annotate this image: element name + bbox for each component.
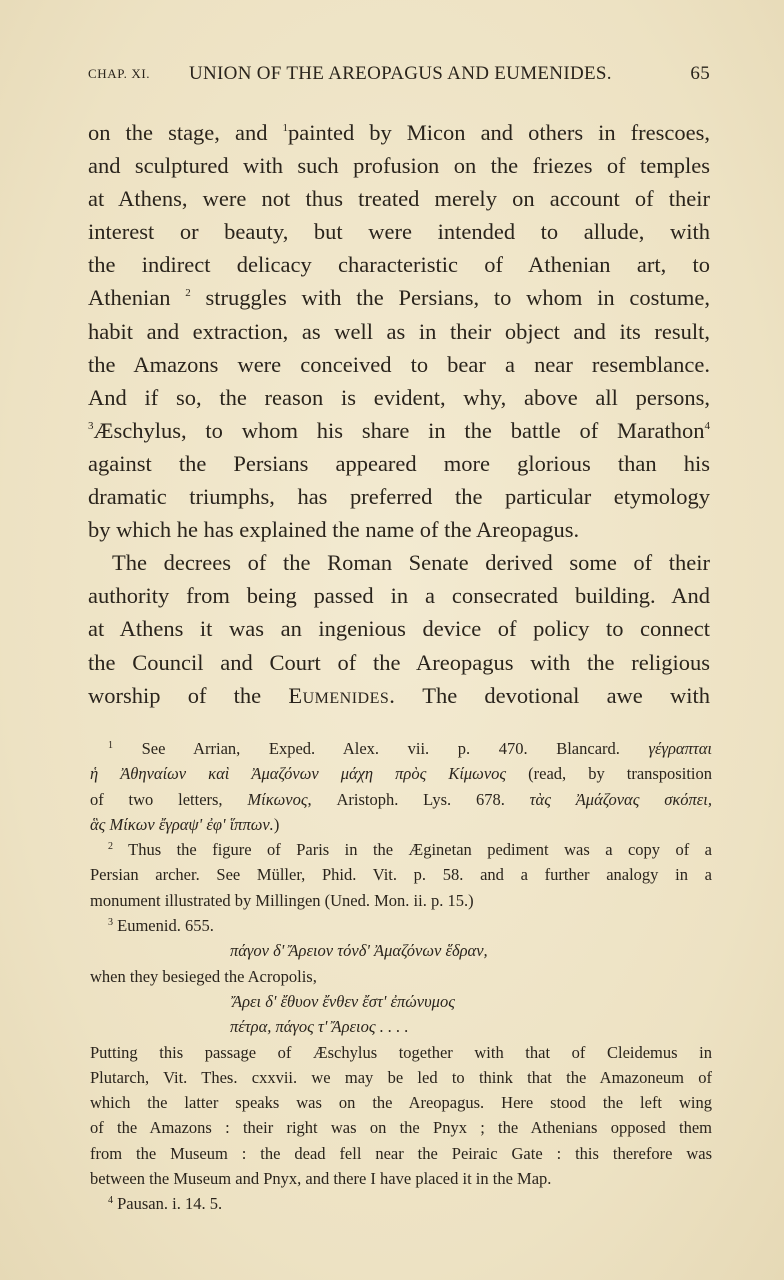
footnote-line: ἡ Ἀθηναίων καὶ Ἀμαζόνων μάχη πρὸς Κίμωνος (read, by transposition [90,764,712,784]
text-line: at Athens it was an ingenious device of policy to connect [88,616,710,642]
footnote-2: $^2$ Thus the figure of Paris in the Æginetan pediment was a copy of a [108,840,712,860]
footnote-number: 2 [108,841,113,853]
footnote-line: Persian archer. See Müller, Phid. Vit. p. 58. and a further analogy in a [90,865,712,885]
text-line: interest or beauty, but were intended to allude, with [88,219,710,245]
footnote-line: of the Amazons : their right was on the Pnyx ; the Athenians opposed them [90,1118,712,1138]
footnote-line: which the latter speaks was on the Areopagus. Here stood the left wing [90,1093,712,1113]
page-number: 65 [690,63,710,84]
footnote-3: $^3$ Eumenid. 655. [108,916,214,936]
running-head [88,63,710,89]
footnote-marker: 3 [88,419,94,432]
footnote-marker: 4 [704,419,710,432]
text-line: against the Persians appeared more glorious than his [88,450,710,476]
text-line: $^3$Æschylus, to whom his share in the battle of Marathon$^4$ [88,417,710,443]
small-caps-term: Eumenides. [288,682,396,708]
main-text [88,116,710,712]
text-line: the Amazons were conceived to bear a near resemblance. [88,351,710,377]
footnote-line: when they besieged the Acropolis, [90,966,317,986]
footnote-line: Putting this passage of Æschylus together with that of Cleidemus in [90,1042,712,1062]
footnote-line: Plutarch, Vit. Thes. cxxvii. we may be led to think that the Amazoneum of [90,1067,712,1087]
footnote-line: between the Museum and Pnyx, and there I have placed it in the Map. [90,1169,552,1189]
footnote-marker: 2 [185,287,191,300]
footnote-line: monument illustrated by Millingen (Uned. Mon. ii. p. 15.) [90,890,474,910]
footnote-marker: 1 [282,122,288,134]
paragraph-start: The decrees of the Roman Senate derived some of their [112,550,710,576]
text-line: by which he has explained the name of the Areopagus. [88,517,580,543]
running-title: UNION OF THE AREOPAGUS AND EUMENIDES. [189,63,612,84]
footnote-number: 4 [108,1195,113,1207]
verse-line: πέτρα, πάγος τ' Ἄρειος . . . . [230,1017,409,1037]
footnote-number: 3 [108,917,113,929]
verse-line: Ἄρει δ' ἔθυον ἔνθεν ἔστ' ἐπώνυμος [232,991,455,1011]
footnote-number: 1 [108,740,113,751]
footnote-line: from the Museum : the dead fell near the Peiraic Gate : this therefore was [90,1143,712,1163]
text-line: on the stage, and $^1$painted by Micon and others in frescoes, [88,120,710,145]
text-line: the indirect delicacy characteristic of Athenian art, to [88,252,710,278]
text-line: Athenian $^2$ struggles with the Persians, to whom in costume, [88,285,710,311]
text-line: habit and extraction, as well as in their object and its result, [88,318,710,344]
footnote-1: $^1$ See Arrian, Exped. Alex. vii. p. 470. Blancard. γέγραπται [108,739,712,758]
footnote-4: $^4$ Pausan. i. 14. 5. [108,1194,223,1214]
text-line: at Athens, were not thus treated merely on account of their [88,186,710,212]
text-line: dramatic triumphs, has preferred the particular etymology [88,484,710,510]
text-line: And if so, the reason is evident, why, above all persons, [88,384,710,410]
text-line: worship of the Eumenides. The devotional awe with [88,682,711,708]
chapter-label: CHAP. XI. [88,66,151,81]
text-line: authority from being passed in a consecrated building. And [88,583,710,609]
footnotes [90,736,712,1217]
footnote-line: of two letters, Μίκωνος, Aristoph. Lys. 678. τὰς Ἀμάζονας σκόπει, [90,789,712,809]
footnote-line: ἃς Μίκων ἔγραψ' ἐφ' ἵππων.) [90,814,280,834]
text-line: and sculptured with such profusion on the friezes of temples [88,153,710,179]
verse-line: πάγον δ' Ἄρειον τόνδ' Ἀμαζόνων ἕδραν, [230,941,488,961]
text-line: the Council and Court of the Areopagus with the religious [88,649,710,675]
